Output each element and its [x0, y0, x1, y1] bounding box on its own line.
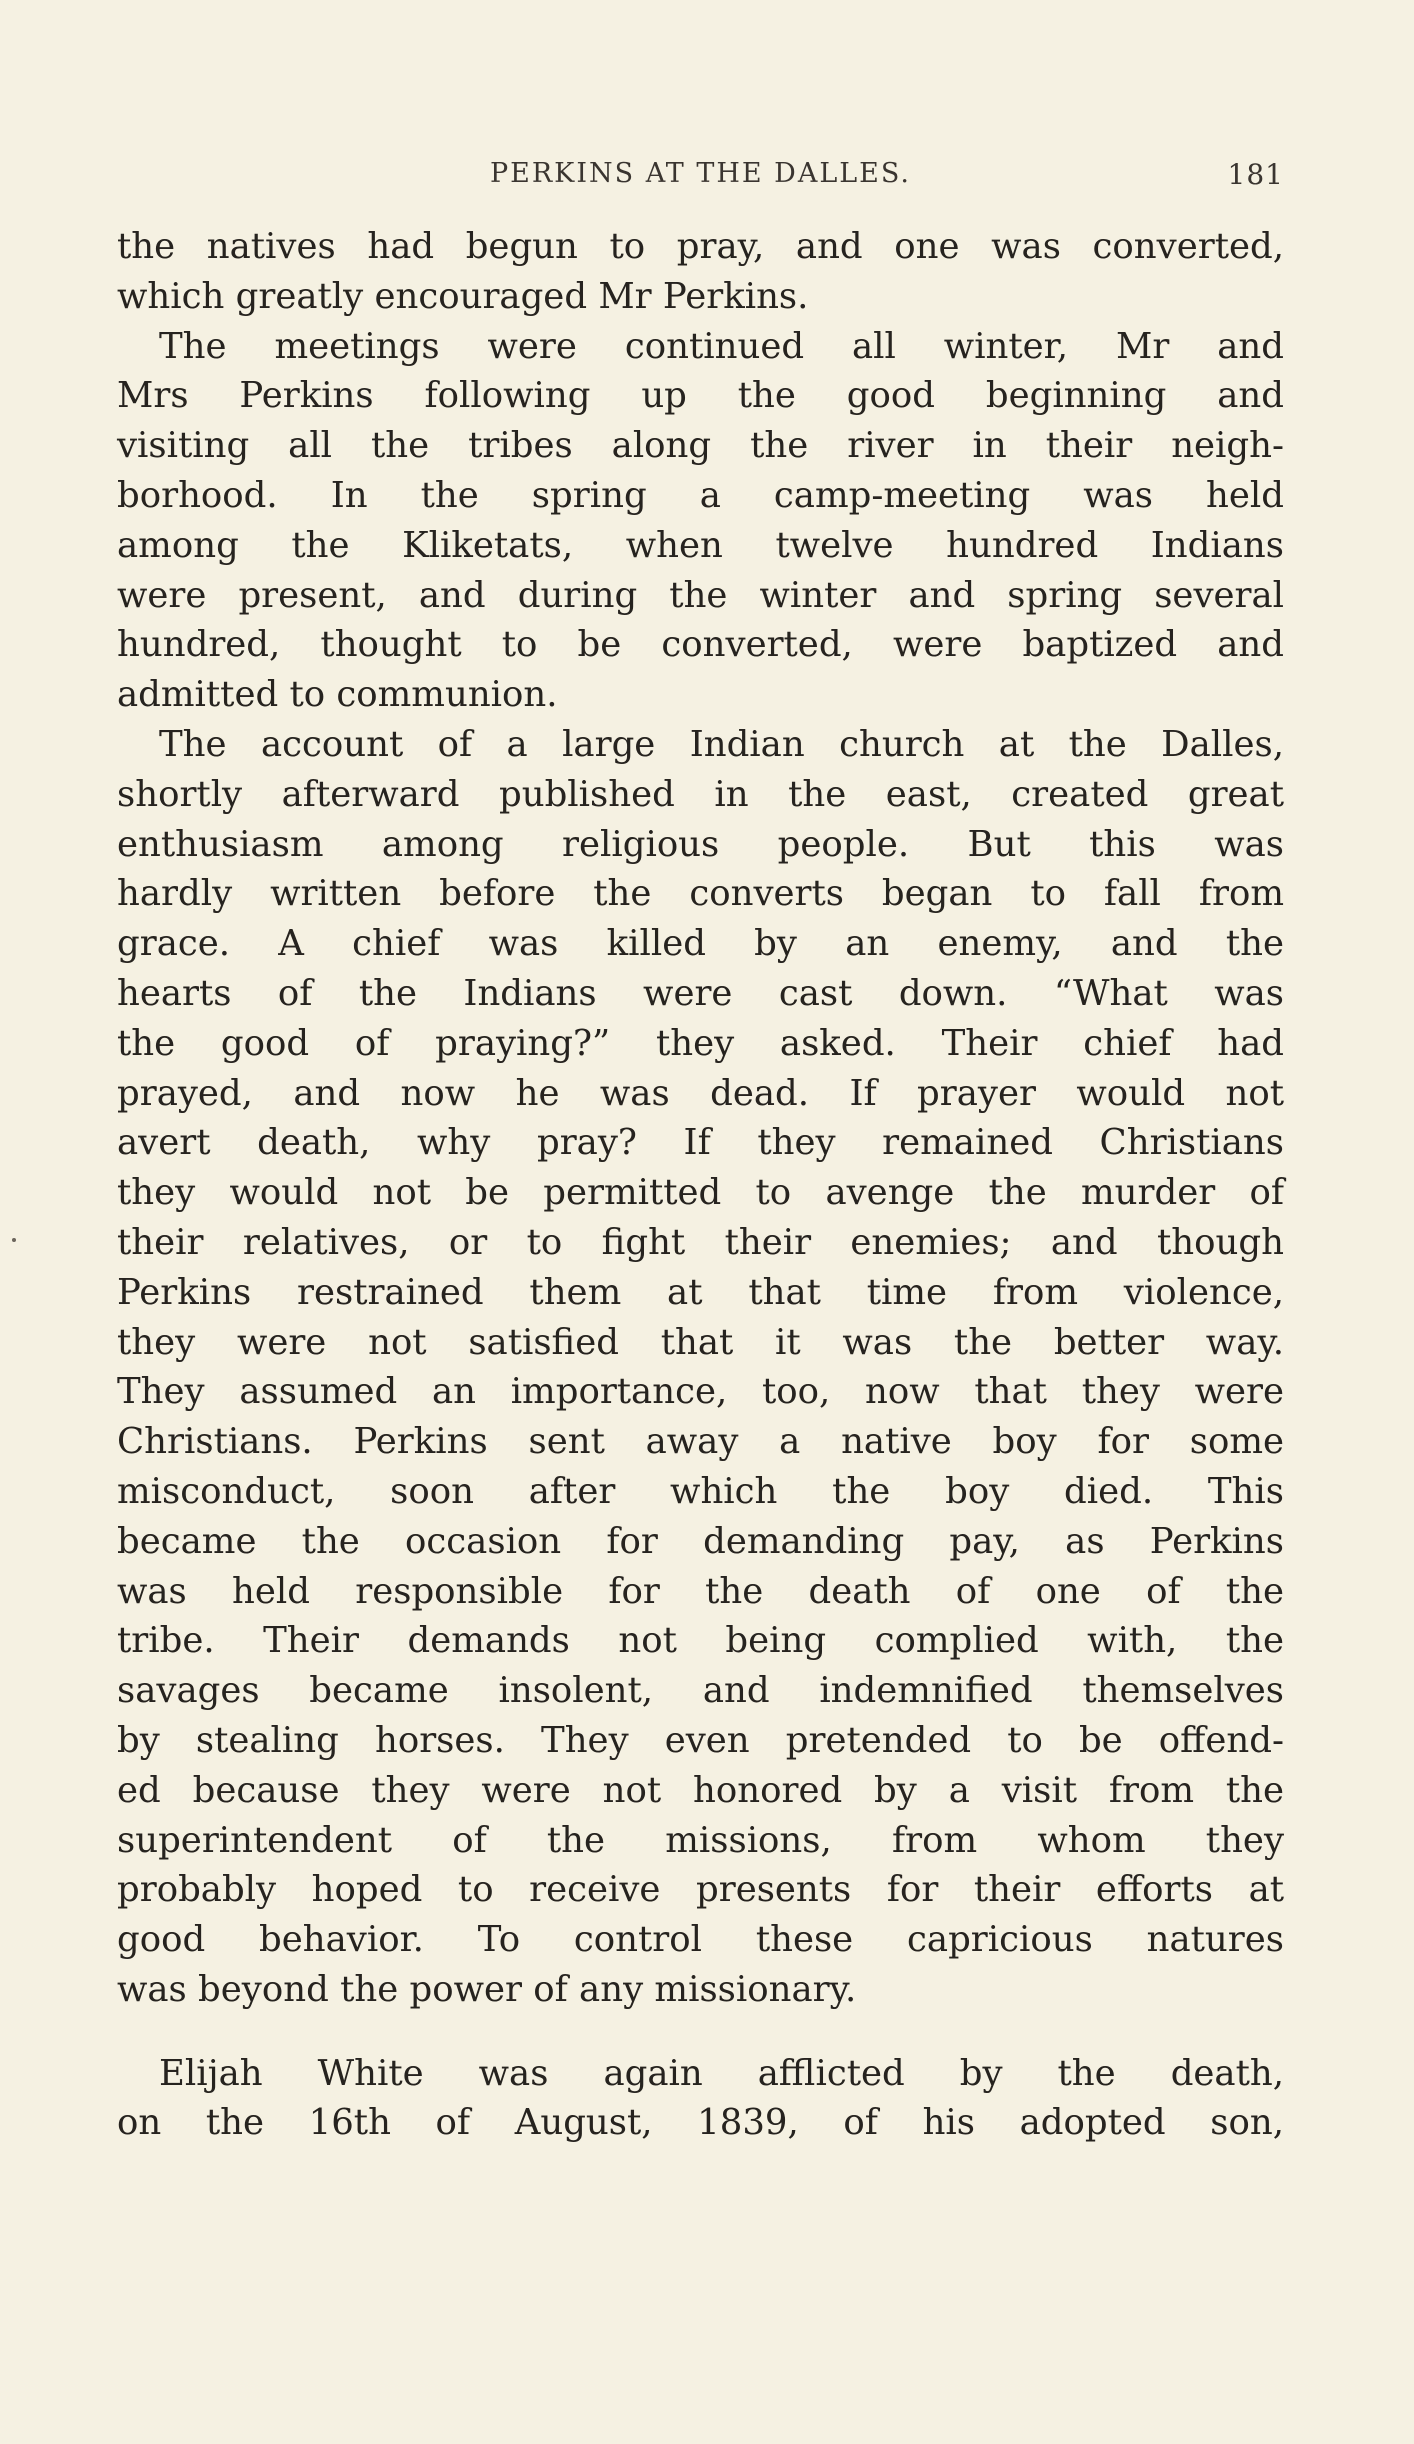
- paragraph: [117, 2049, 1284, 2149]
- text-line: among the Kliketats, when twelve hundred Indians: [117, 524, 1284, 566]
- text-line: probably hoped to receive presents for their efforts at: [117, 1869, 1284, 1911]
- text-line: tribe. Their demands not being complied with, the: [117, 1620, 1284, 1662]
- text-line: Mrs Perkins following up the good beginning and: [117, 375, 1284, 417]
- text-line: The meetings were continued all winter, Mr and: [159, 325, 1284, 367]
- paragraph: [117, 222, 1284, 322]
- text-line: hundred, thought to be converted, were baptized and: [117, 624, 1284, 666]
- paragraph-gap: [117, 2015, 1284, 2049]
- text-line: ed because they were not honored by a visit from the: [117, 1769, 1284, 1811]
- text-line: shortly afterward published in the east, created great: [117, 773, 1284, 815]
- text-line: was beyond the power of any missionary.: [117, 1968, 857, 2010]
- text-line: borhood. In the spring a camp-meeting was held: [117, 474, 1284, 516]
- body-text: [117, 222, 1284, 2148]
- page-number: 181: [1227, 158, 1284, 191]
- text-line: savages became insolent, and indemnified themselves: [117, 1670, 1284, 1712]
- text-line: visiting all the tribes along the river in their neigh-: [117, 425, 1284, 467]
- text-line: admitted to communion.: [117, 674, 558, 716]
- text-line: prayed, and now he was dead. If prayer would not: [117, 1072, 1284, 1114]
- text-line: hardly written before the converts began to fall from: [117, 873, 1284, 915]
- text-line: superintendent of the missions, from whom they: [117, 1819, 1284, 1861]
- margin-speck: [12, 1238, 16, 1242]
- running-head: [117, 150, 1284, 200]
- text-line: good behavior. To control these capricious natures: [117, 1919, 1284, 1961]
- paragraph: [117, 720, 1284, 2015]
- text-line: on the 16th of August, 1839, of his adopted son,: [117, 2102, 1284, 2144]
- text-line: they were not satisfied that it was the better way.: [117, 1321, 1284, 1363]
- text-line: by stealing horses. They even pretended to be offend-: [117, 1719, 1284, 1761]
- text-line: Perkins restrained them at that time from violence,: [117, 1271, 1284, 1313]
- text-line: Christians. Perkins sent away a native boy for some: [117, 1421, 1284, 1463]
- text-line: which greatly encouraged Mr Perkins.: [117, 275, 809, 317]
- text-line: their relatives, or to fight their enemies; and though: [117, 1221, 1284, 1263]
- text-line: misconduct, soon after which the boy died. This: [117, 1470, 1284, 1512]
- text-line: The account of a large Indian church at the Dalles,: [159, 723, 1284, 765]
- text-line: the good of praying?” they asked. Their chief had: [117, 1022, 1284, 1064]
- running-title: PERKINS AT THE DALLES.: [489, 158, 912, 189]
- text-line: Elijah White was again afflicted by the death,: [159, 2052, 1284, 2094]
- text-line: avert death, why pray? If they remained Christians: [117, 1122, 1284, 1164]
- text-line: the natives had begun to pray, and one was converted,: [117, 226, 1284, 267]
- text-line: They assumed an importance, too, now that they were: [117, 1371, 1284, 1413]
- paragraph: [117, 322, 1284, 720]
- text-line: was held responsible for the death of one of the: [117, 1570, 1284, 1612]
- text-line: became the occasion for demanding pay, as Perkins: [117, 1520, 1284, 1562]
- text-line: they would not be permitted to avenge the murder of: [117, 1172, 1284, 1214]
- text-line: grace. A chief was killed by an enemy, and the: [117, 923, 1284, 965]
- text-line: enthusiasm among religious people. But this was: [117, 823, 1284, 865]
- text-line: hearts of the Indians were cast down. “What was: [117, 972, 1284, 1014]
- text-line: were present, and during the winter and spring several: [117, 574, 1284, 616]
